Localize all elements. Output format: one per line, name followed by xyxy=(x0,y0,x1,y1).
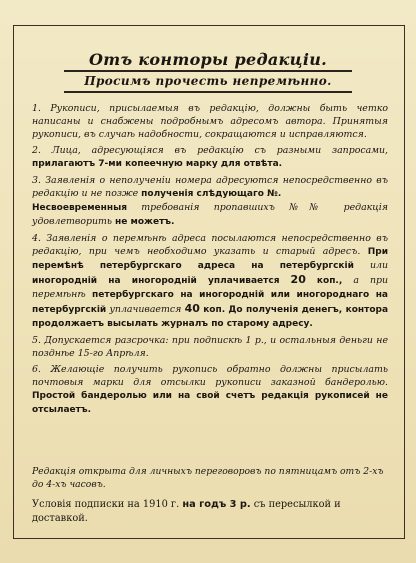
paragraph-3 xyxy=(32,174,388,229)
paragraph-2-text: 2. Лица, адресующіяся въ редакцію съ разными запросами, xyxy=(32,145,388,156)
paragraph-4-or: или xyxy=(369,260,388,271)
paragraph-4-out: иногородній на иногородній уплачивается xyxy=(32,276,280,286)
paragraph-3-bold: полученія слѣдующаго №. xyxy=(141,189,282,199)
page-title: Отъ конторы редакціи. xyxy=(89,50,327,69)
paragraph-3-text: 3. Заявленія о неполученіи номера адресуются непосредственно въ редакцію и не позже xyxy=(32,175,388,199)
paragraph-6 xyxy=(32,363,388,417)
paragraph-2-bold: прилагаютъ 7-ми копеечную марку для отвѣта. xyxy=(32,159,283,169)
paragraph-3-cannot: не можетъ. xyxy=(115,217,175,227)
paragraph-6-text: 6. Желающіе получить рукопись обратно должны присылать почтовыя марки для отсылки рукописи заказной бандеролью. xyxy=(32,364,388,388)
paragraph-4-kop-2: коп. xyxy=(203,305,226,315)
paragraph-4-change: петербургскаго на иногородній или иногороднаго на петербургскій xyxy=(32,290,389,315)
paragraph-4-spb: При перемѣнѣ петербургскаго адреса на петербургскій xyxy=(32,247,388,271)
paragraph-5 xyxy=(32,334,388,360)
subscription-price: на годъ 3 р. xyxy=(182,499,251,510)
page-subtitle: Просимъ прочесть непремѣнно. xyxy=(84,74,332,88)
paragraph-4-and: а при перемѣнѣ xyxy=(32,275,389,300)
paragraph-3-claims: требованія пропавшихъ №№ редакція удовлетворить xyxy=(32,202,389,227)
paragraph-2 xyxy=(32,144,388,171)
subscription-delivery: съ пересылкой и доставкой. xyxy=(32,499,341,524)
subtitle-divider xyxy=(64,91,352,93)
notice-body xyxy=(32,102,388,420)
office-hours: Редакція открыта для личныхъ переговоровъ по пятницамъ отъ 2-хъ до 4-хъ часовъ. xyxy=(32,466,384,490)
paragraph-5-text: 5. Допускается разсрочка: при подпискѣ 1 р., и остальныя деньги не позднѣе 15-го Апрѣля. xyxy=(32,335,388,359)
paragraph-4-price-40: 40 xyxy=(184,302,200,315)
subscription-terms xyxy=(32,498,388,526)
title-divider xyxy=(64,70,352,72)
paragraph-1-text: 1. Рукописи, присылаемыя въ редакцію, должны быть четко написаны и снабжены подробнымъ адресомъ автора. Принятыя рукописи, въ случаѣ надобности, сокращаются и исправляются. xyxy=(32,103,388,140)
paragraph-4-paid: уплачивается xyxy=(109,304,182,315)
paragraph-4-kop-1: коп., xyxy=(316,276,343,286)
paragraph-1 xyxy=(32,102,388,141)
paragraph-6-bold: Простой бандеролью или на свой счетъ редакція рукописей не отсылаетъ. xyxy=(32,391,388,415)
subscription-intro: Условія подписки на 1910 г. xyxy=(32,499,180,510)
paragraph-4-until: До полученія денегъ, контора продолжаетъ высылать журналъ по старому адресу. xyxy=(32,305,389,329)
paragraph-4-text: 4. Заявленія о перемѣнѣ адреса посылаются непосредственно въ редакцію, при чемъ необходимо указать и старый адресъ. xyxy=(32,233,388,257)
paragraph-4 xyxy=(32,232,388,331)
paragraph-3-late: Несвоевременныя xyxy=(32,203,128,213)
paragraph-4-price-20: 20 xyxy=(290,273,306,286)
